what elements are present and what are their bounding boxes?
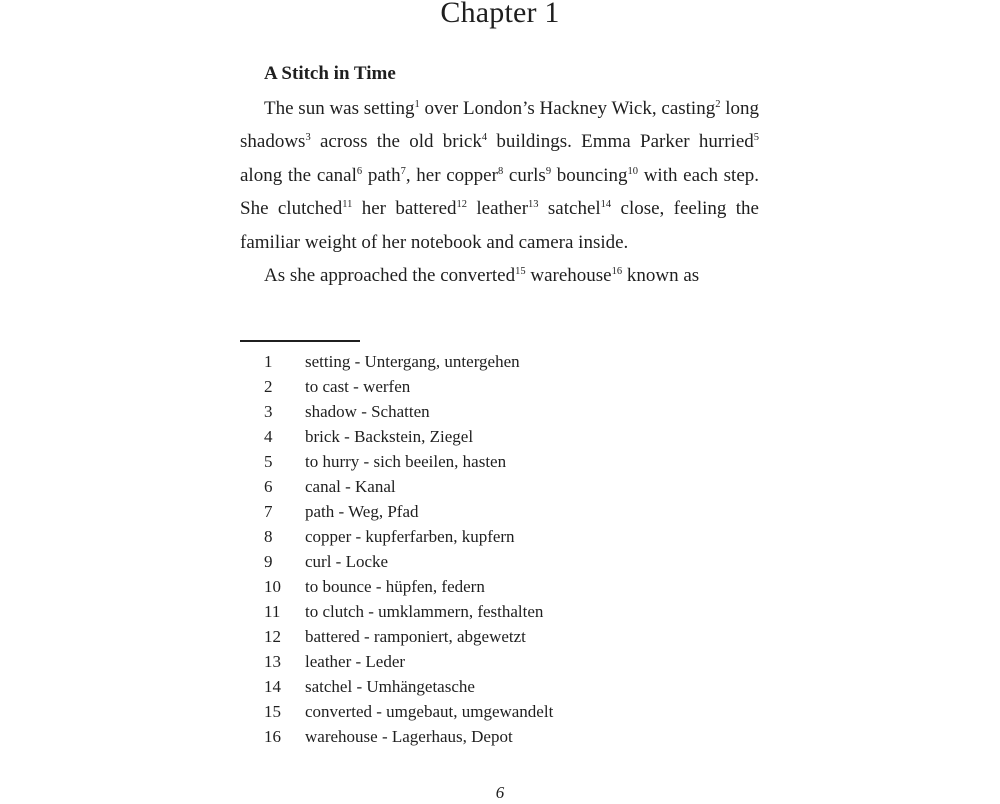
text-run: her battered: [352, 198, 457, 220]
footnote-marker[interactable]: 9: [545, 165, 552, 177]
footnote-marker[interactable]: 6: [356, 165, 363, 177]
footnote-list: [240, 349, 760, 749]
section-title: A Stitch in Time: [264, 63, 396, 84]
footnote-item: [240, 549, 760, 574]
text-run: across the old brick: [310, 131, 482, 153]
footnote-number: 6: [264, 477, 273, 496]
footnote-text: brick - Backstein, Ziegel: [305, 427, 474, 446]
text-run: warehouse: [525, 265, 612, 287]
footnote-number: 12: [264, 627, 281, 646]
footnote-marker[interactable]: 12: [456, 199, 467, 211]
footnote-text: shadow - Schatten: [305, 402, 430, 421]
footnote-marker[interactable]: 7: [400, 165, 406, 177]
text-run: curls: [503, 164, 546, 186]
footnote-number: 1: [264, 352, 273, 371]
page-number: 6: [495, 783, 505, 802]
footnote-text: curl - Locke: [305, 552, 389, 571]
text-run: along the canal: [240, 164, 357, 186]
footnote-item: [240, 499, 760, 524]
footnote-text: to cast - werfen: [305, 377, 411, 396]
footnote-item: [240, 574, 760, 599]
text-run: , her copper: [405, 164, 498, 186]
footnote-number: 10: [264, 577, 281, 596]
footnote-number: 16: [264, 727, 281, 746]
footnote-item: [240, 349, 760, 374]
footnote-text: to hurry - sich beeilen, hasten: [305, 452, 507, 471]
footnote-item: [240, 724, 760, 749]
footnote-text: satchel - Umhängetasche: [305, 677, 475, 696]
footnote-number: 7: [264, 502, 273, 521]
text-run: long shadows: [240, 98, 759, 153]
footnote-text: to clutch - umklammern, festhalten: [305, 602, 544, 621]
text-run: bouncing: [551, 164, 628, 186]
footnote-number: 4: [264, 427, 273, 446]
footnote-number: 15: [264, 702, 281, 721]
footnote-item: [240, 474, 760, 499]
footnote-item: [240, 674, 760, 699]
paragraph: [240, 259, 759, 292]
footnote-marker[interactable]: 11: [342, 199, 353, 211]
footnote-number: 14: [264, 677, 281, 696]
footnote-marker[interactable]: 5: [753, 132, 759, 144]
text-run: over London’s Hackney Wick, casting: [419, 98, 716, 119]
footnote-divider: [240, 340, 360, 342]
footnote-number: 8: [264, 527, 273, 546]
footnote-item: [240, 649, 760, 674]
footnote-marker[interactable]: 14: [600, 199, 612, 211]
footnote-marker[interactable]: 15: [515, 266, 526, 278]
footnote-marker[interactable]: 4: [481, 132, 488, 144]
footnote-number: 11: [264, 602, 281, 621]
main-text: [240, 60, 759, 292]
text-run: known as: [622, 265, 700, 287]
text-run: with each step. She clutched: [240, 164, 760, 220]
footnote-marker[interactable]: 13: [528, 199, 539, 211]
footnote-item: [240, 424, 760, 449]
footnote-number: 5: [264, 452, 273, 471]
footnote-text: converted - umgebaut, umgewandelt: [305, 702, 554, 721]
text-run: buildings. Emma Parker hurried: [487, 131, 754, 153]
text-run: The sun was setting: [264, 98, 415, 119]
text-run: close, feeling the familiar weight of her notebook and camera inside.: [240, 198, 759, 253]
footnote-item: [240, 374, 760, 399]
footnote-marker[interactable]: 16: [611, 266, 623, 278]
footnote-number: 9: [264, 552, 273, 571]
footnote-text: setting - Untergang, untergehen: [305, 352, 520, 371]
footnote-item: [240, 624, 760, 649]
footnote-marker[interactable]: 1: [414, 99, 420, 110]
text-run: leather: [467, 198, 529, 220]
text-run: As she approached the converted: [264, 265, 516, 287]
footnote-text: leather - Leder: [305, 652, 406, 671]
footnote-text: copper - kupferfarben, kupfern: [305, 527, 515, 546]
paragraph: [240, 92, 759, 259]
footnote-text: to bounce - hüpfen, federn: [305, 577, 485, 596]
footnote-item: [240, 449, 760, 474]
footnote-text: canal - Kanal: [305, 477, 396, 496]
footnote-text: warehouse - Lagerhaus, Depot: [305, 727, 513, 746]
text-run: satchel: [538, 198, 601, 220]
footnote-item: [240, 399, 760, 424]
footnote-text: battered - ramponiert, abgewetzt: [305, 627, 526, 646]
footnote-marker[interactable]: 10: [627, 165, 638, 177]
footnote-item: [240, 524, 760, 549]
text-run: path: [362, 164, 401, 186]
footnote-marker[interactable]: 3: [305, 132, 311, 144]
footnote-marker[interactable]: 2: [715, 99, 721, 110]
footnote-item: [240, 599, 760, 624]
chapter-title: Chapter 1: [440, 0, 560, 29]
footnote-number: 2: [264, 377, 273, 396]
footnote-marker[interactable]: 8: [497, 165, 504, 177]
footnote-item: [240, 699, 760, 724]
footnote-number: 3: [264, 402, 273, 421]
footnote-number: 13: [264, 652, 281, 671]
footnote-text: path - Weg, Pfad: [305, 502, 419, 521]
